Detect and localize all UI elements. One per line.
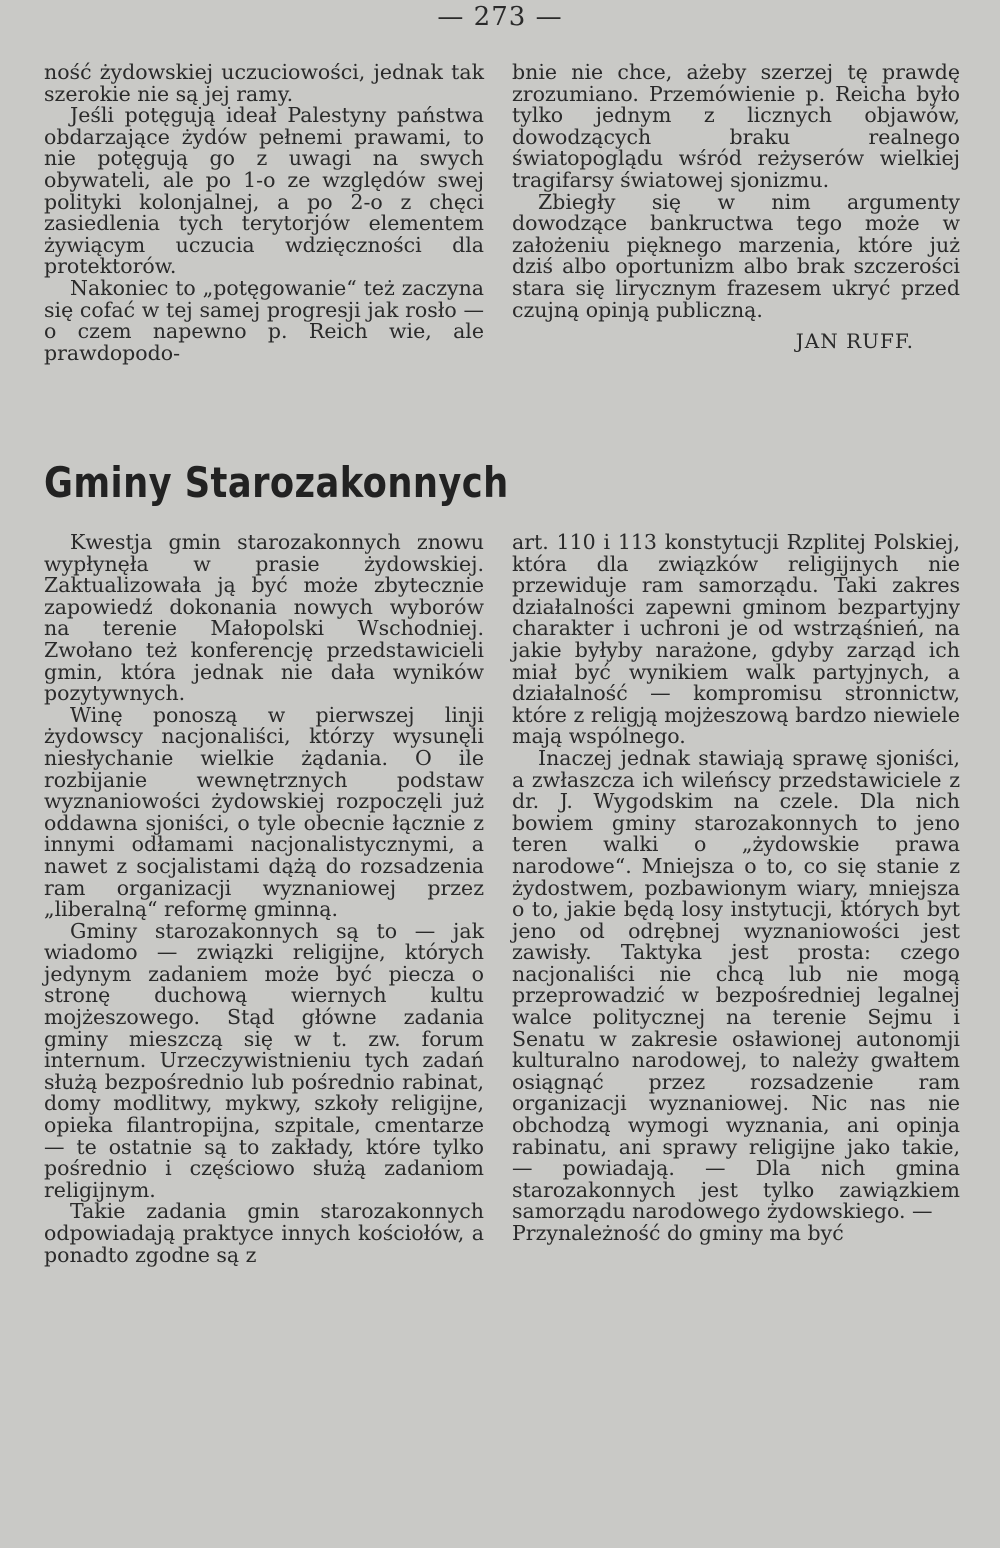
author-signature: JAN RUFF. (795, 329, 914, 354)
paragraph: Winę ponoszą w pierwszej linji żydowscy nacjonaliści, którzy wysunęli niesłychanie wielkie żądania. O ile rozbijanie wewnętrznych podstaw wyznaniowości żydowskiej rozpoczęli już oddawna sjoniści, o tyle obecnie łącznie z innymi odłamami nacjonalistycznymi, a nawet z socjalistami dążą do rozsadzenia ram organizacji wyznaniowej przez „liberalną“ reformę gminną. (44, 702, 484, 922)
paragraph: Kwestja gmin starozakonnych znowu wypłynęła w prasie żydowskiej. Zaktualizowała ją być może zbytecznie zapowiedź dokonania nowych wyborów na terenie Małopolski Wschodniej. Zwołano też konferencję przedstawicieli gmin, która jednak nie dała wyników pozytywnych. (44, 530, 484, 706)
paragraph: art. 110 i 113 konstytucji Rzplitej Polskiej, która dla związków religijnych nie przewiduje ram samorządu. Taki zakres działalności zapewni gminom bezpartyjny charakter i uchroni je od wstrząśnień, na jakie byłyby narażone, gdyby zarząd ich miał być wynikiem walk partyjnych, a działalność — kompromisu stronnictw, które z religją mojżeszową bardzo niewiele mają wspólnego. (512, 530, 960, 749)
article-continuation-right-column (512, 62, 960, 353)
paragraph: ność żydowskiej uczuciowości, jednak tak szerokie nie są jej ramy. (44, 60, 484, 106)
article-headline: Gminy Starozakonnych (44, 458, 509, 507)
paragraph: Gminy starozakonnych są to — jak wiadomo — związki religijne, których jedynym zadaniem może być piecza o stronę duchową wiernych kultu mojżeszowego. Stąd główne zadania gminy mieszczą się w t. zw. forum internum. Urzeczywistnieniu tych zadań służą bezpośrednio lub pośrednio rabinat, domy modlitwy, mykwy, szkoły religijne, opieka filantropijna, szpitale, cmentarze — te ostatnie są to zakłady, które tylko pośrednio i częściowo służą zadaniom religijnym. (44, 918, 484, 1202)
page-number: — 273 — (437, 2, 563, 32)
paragraph: Inaczej jednak stawiają sprawę sjoniści, a zwłaszcza ich wileńscy przedstawiciele z dr. J. Wygodskim na czele. Dla nich bowiem gminy starozakonnych to jeno teren walki o „żydowskie prawa narodowe“. Mniejsza o to, co się stanie z żydostwem, pozbawionym wiary, mniejsza o to, jakie będą losy instytucji, których byt jeno od odrębnej wyznaniowości jest zawisły. Taktyka jest prosta: czego nacjonaliści nie chcą lub nie mogą przeprowadzić w bezpośredniej legalnej walce politycznej na terenie Sejmu i Senatu w zakresie osławionej autonomji kulturalno narodowej, to należy gwałtem osiągnąć przez rozsadzenie ram organizacji wyznaniowej. Nic nas nie obchodzą wymogi wyznania, ani opinja rabinatu, ani sprawy religijne jako takie, — powiadają. — Dla nich gmina starozakonnych jest tylko zawiązkiem samorządu narodowego żydowskiego. — (512, 745, 960, 1224)
paragraph: Przynależność do gminy ma być (512, 1221, 844, 1245)
paragraph: Jeśli potęgują ideał Palestyny państwa obdarzające żydów pełnemi prawami, to nie potęgują go z uwagi na swych obywateli, ale po 1-o ze względów swej polityki kolonjalnej, a po 2-o z chęci zasiedlenia tych terytorjów elementem żywiącym uczucia wdzięczności dla protektorów. (44, 103, 484, 279)
paragraph: Takie zadania gmin starozakonnych odpowiadają praktyce innych kościołów, a ponadto zgodne są z (44, 1199, 484, 1267)
paragraph: bnie nie chce, ażeby szerzej tę prawdę zrozumiano. Przemówienie p. Reicha było tylko jednym z licznych objawów, dowodzących braku realnego światopoglądu wśród reżyserów wielkiej tragifarsy światowej sjonizmu. (512, 60, 960, 192)
article-right-column (512, 532, 960, 1245)
paragraph: Nakoniec to „potęgowanie“ też zaczyna się cofać w tej samej progresji jak rosło — o czem napewno p. Reich wie, ale prawdopodo- (44, 275, 484, 365)
article-continuation-left-column (44, 62, 484, 364)
article-left-column (44, 532, 484, 1266)
paragraph: Zbiegły się w nim argumenty dowodzące bankructwa tego może w założeniu pięknego marzenia, które już dziś albo oportunizm albo brak szczerości stara się lirycznym frazesem ukryć przed czujną opinją publiczną. (512, 189, 960, 322)
